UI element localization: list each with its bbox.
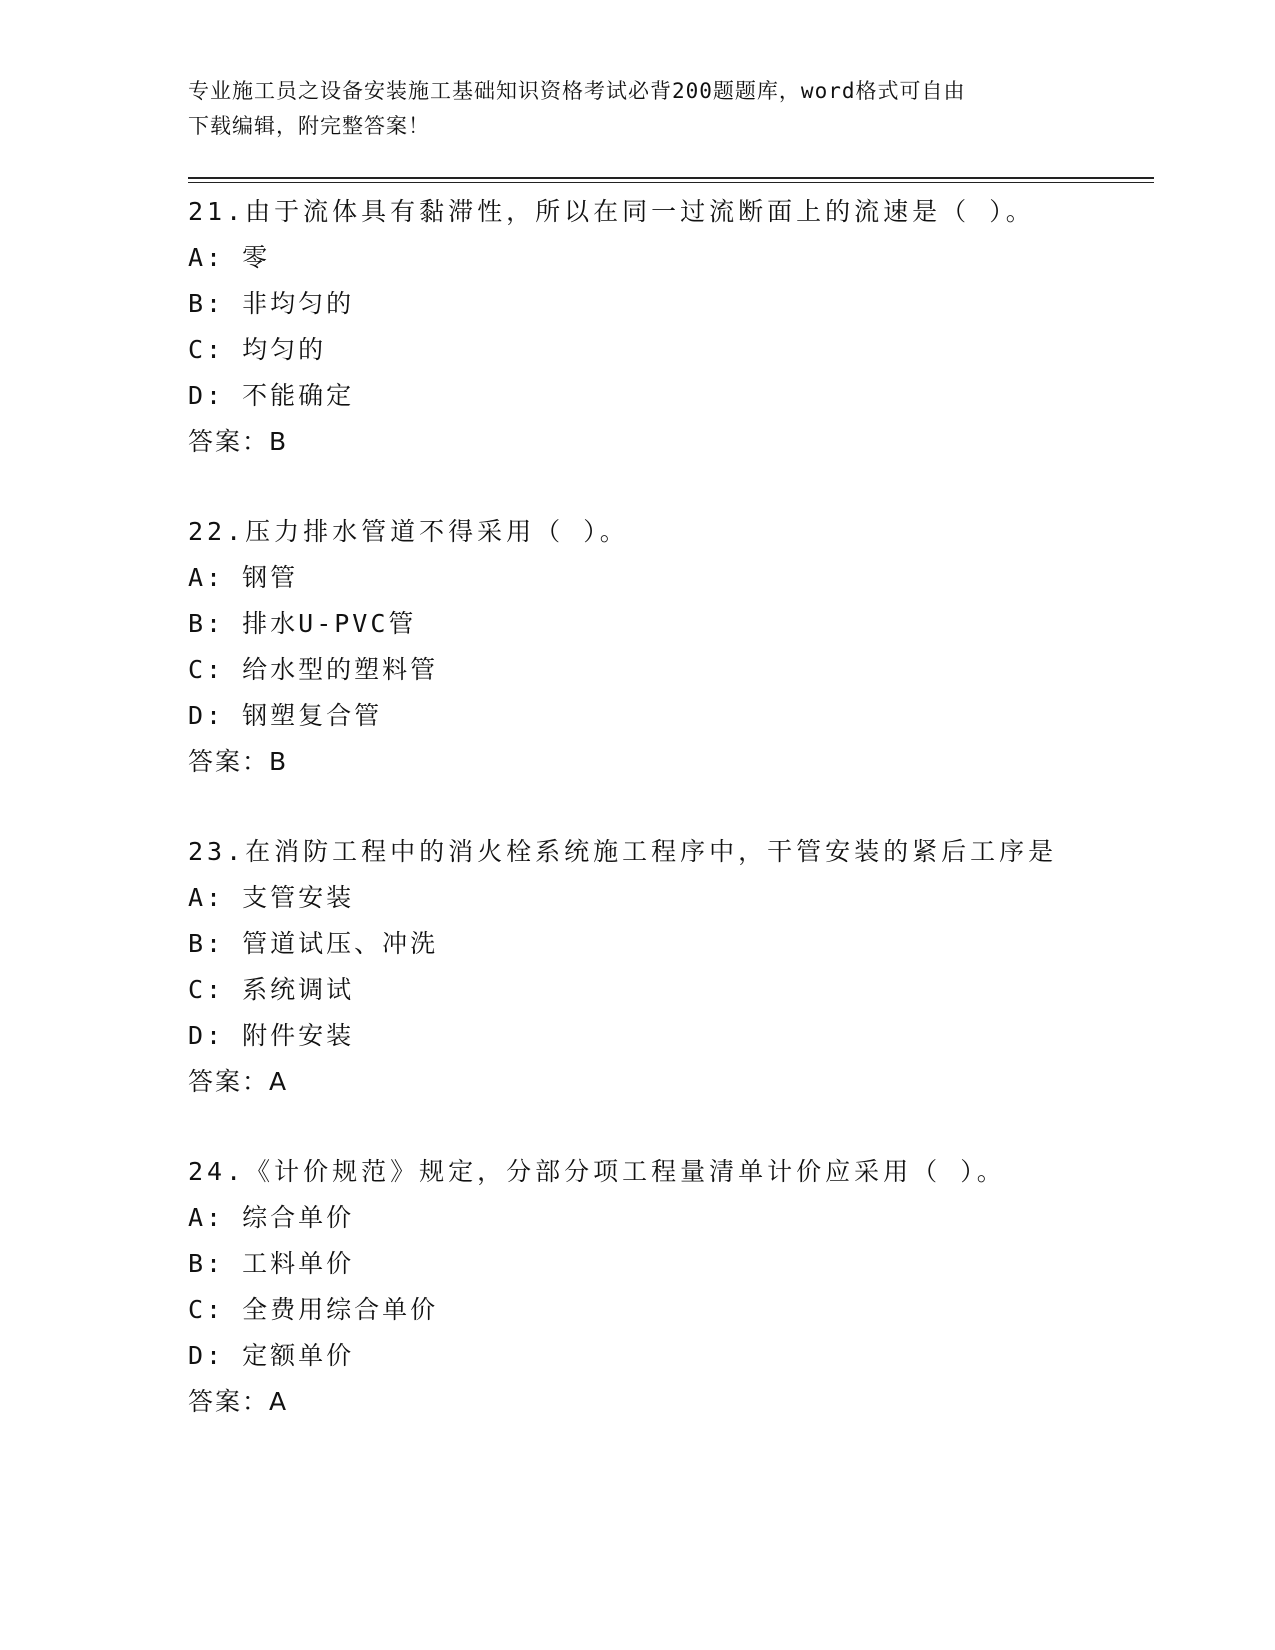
option-a: A: 钢管 — [188, 563, 299, 592]
option-c: C: 系统调试 — [188, 975, 355, 1004]
question-stem: 21.由于流体具有黏滞性，所以在同一过流断面上的流速是（ ）。 — [188, 197, 1035, 226]
option-d: D: 钢塑复合管 — [188, 701, 383, 730]
option-d: D: 不能确定 — [188, 381, 355, 410]
question-stem: 22.压力排水管道不得采用（ ）。 — [188, 517, 629, 546]
option-b: B: 排水U-PVC管 — [188, 609, 417, 638]
question-stem: 24.《计价规范》规定，分部分项工程量清单计价应采用（ ）。 — [188, 1157, 1006, 1186]
option-c: C: 全费用综合单价 — [188, 1295, 439, 1324]
question-22 — [188, 509, 1154, 829]
question-24 — [188, 1149, 1154, 1469]
answer-line: 答案：A — [188, 1387, 289, 1416]
option-a: A: 零 — [188, 243, 271, 272]
header-line-2: 下载编辑，附完整答案！ — [188, 114, 430, 138]
option-b: B: 非均匀的 — [188, 289, 355, 318]
option-d: D: 附件安装 — [188, 1021, 355, 1050]
option-b: B: 管道试压、冲洗 — [188, 929, 439, 958]
document-header — [188, 74, 1068, 144]
option-a: A: 支管安装 — [188, 883, 355, 912]
answer-line: 答案：A — [188, 1067, 289, 1096]
option-d: D: 定额单价 — [188, 1341, 355, 1370]
option-b: B: 工料单价 — [188, 1249, 355, 1278]
option-a: A: 综合单价 — [188, 1203, 355, 1232]
option-c: C: 给水型的塑料管 — [188, 655, 439, 684]
question-23 — [188, 829, 1154, 1149]
header-line-1: 专业施工员之设备安装施工基础知识资格考试必背200题题库，word格式可自由 — [188, 79, 966, 103]
answer-line: 答案：B — [188, 747, 289, 776]
option-c: C: 均匀的 — [188, 335, 327, 364]
question-list — [188, 189, 1154, 1469]
header-divider — [188, 177, 1154, 183]
question-stem: 23.在消防工程中的消火栓系统施工程序中，干管安装的紧后工序是 — [188, 837, 1058, 866]
answer-line: 答案：B — [188, 427, 289, 456]
question-21 — [188, 189, 1154, 509]
